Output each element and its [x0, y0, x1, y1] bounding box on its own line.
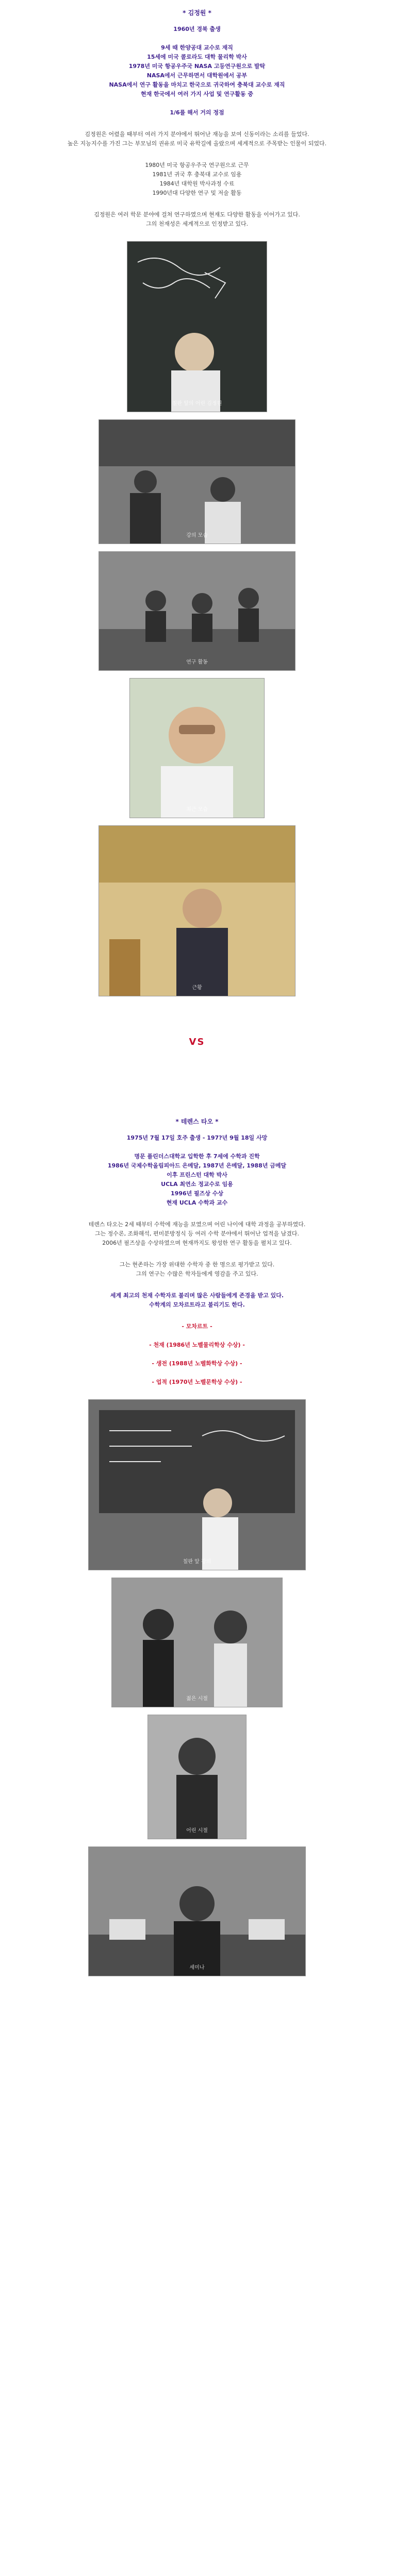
- photo-portrait: [129, 678, 265, 818]
- section1-para1: [22, 130, 372, 148]
- bio-line: 1975년 7월 17일 호주 출생 - 197?년 9월 18일 사망: [126, 1134, 268, 1141]
- bio-line: 1996년 필즈상 수상: [170, 1190, 224, 1197]
- bio-line: 1986년 국제수학올림피아드 은메달, 1987년 은메달, 1988년 금메달: [107, 1162, 287, 1169]
- portrait-illustration: [130, 679, 264, 818]
- paragraph-line: 1990년대 다양한 연구 및 저술 활동: [152, 190, 242, 196]
- photo-young: [111, 1578, 283, 1707]
- bio-line: 1/6를 해서 거의 정점: [170, 109, 224, 116]
- photo-caption: 강의 모습: [186, 533, 208, 538]
- photo-recent: [98, 825, 296, 996]
- quote-line: - 모차르트 -: [182, 1323, 212, 1330]
- photo-caption: 칠판 앞의 어린 김정원: [172, 401, 222, 406]
- bio-line: 1960년 경북 출생: [173, 26, 221, 32]
- section2-title: * 테렌스 타오 *: [175, 1118, 219, 1125]
- bio-line: [22, 34, 372, 43]
- photo-research: [98, 551, 296, 671]
- quote-line: [22, 1331, 372, 1341]
- photo-caption: 칠판 앞 강의: [183, 1559, 211, 1565]
- paragraph-line: 김정원은 어렸을 때부터 여러 가지 분야에서 뛰어난 재능을 보여 신동이라는 소리를 들었다.: [85, 131, 309, 138]
- section1-para2: [22, 161, 372, 198]
- section1-title: * 김정원 *: [183, 9, 211, 16]
- photo-caption: 근황: [192, 985, 202, 991]
- bio-line: UCLA 최연소 정교수로 임용: [161, 1181, 233, 1188]
- photo-chalkboard-child: [127, 241, 267, 412]
- section2-para2: [22, 1260, 372, 1279]
- paragraph-line: 그의 천재성은 세계적으로 인정받고 있다.: [145, 221, 249, 227]
- paragraph-line: 그는 정수론, 조화해석, 편미분방정식 등 여러 수학 분야에서 뛰어난 업적을 남겼다.: [94, 1230, 300, 1237]
- photo-caption: 최근 모습: [186, 807, 208, 812]
- quote-line: - 업적 (1970년 노벨문학상 수상) -: [152, 1379, 242, 1385]
- section2-highlight: [22, 1291, 372, 1310]
- paragraph-line: 높은 지능지수를 가진 그는 부모님의 권유로 미국 유학길에 올랐으며 세계적으로 주목받는 인물이 되었다.: [67, 140, 327, 147]
- young-illustration: [112, 1578, 282, 1707]
- photo-blackboard-lecture: [88, 1399, 306, 1570]
- bio-line: 현재 한국에서 여러 가지 사업 및 연구활동 중: [140, 91, 254, 97]
- vs-divider: VS: [189, 1037, 205, 1047]
- photo-caption: 연구 활동: [186, 659, 208, 665]
- bio-line: [22, 1143, 372, 1152]
- chalkboard-illustration: [127, 242, 267, 412]
- bio-line: NASA에서 근무하면서 대학원에서 공부: [146, 72, 248, 79]
- photo-caption: 세미나: [189, 1965, 205, 1971]
- paragraph-line: 그의 연구는 수많은 학자들에게 영감을 주고 있다.: [136, 1270, 258, 1277]
- bio-line: 15세에 미국 콜로라도 대학 물리학 박사: [147, 54, 247, 60]
- quote-line: [22, 1350, 372, 1359]
- research-illustration: [99, 552, 295, 670]
- photo-caption: 젊은 시절: [186, 1696, 208, 1702]
- highlight-line: 세계 최고의 천재 수학자로 불리며 많은 사람들에게 존경을 받고 있다.: [110, 1292, 284, 1299]
- paragraph-line: 김정원은 여러 학문 분야에 걸쳐 연구하였으며 현재도 다양한 활동을 이어가고 있다.: [94, 211, 300, 218]
- paragraph-line: 1980년 미국 항공우주국 연구원으로 근무: [145, 162, 249, 168]
- section2-para1: [22, 1220, 372, 1248]
- childhood-illustration: [148, 1715, 246, 1839]
- seminar-illustration: [89, 1847, 305, 1976]
- bio-line: 명문 플린더스대학교 입학한 후 7세에 수학과 진학: [134, 1153, 260, 1160]
- recent-illustration: [99, 826, 295, 996]
- section2-quotes: [22, 1322, 372, 1387]
- section1-para3: [22, 210, 372, 229]
- photo-childhood: [147, 1715, 247, 1839]
- quote-line: - 천재 (1986년 노벨물리학상 수상) -: [149, 1342, 245, 1348]
- paragraph-line: 테렌스 타오는 2세 때부터 수학에 재능을 보였으며 어린 나이에 대학 과정을 공부하였다.: [88, 1221, 306, 1228]
- quote-line: - 생전 (1988년 노벨화학상 수상) -: [152, 1360, 242, 1367]
- photo-lecture: [98, 419, 296, 544]
- photo-caption: 어린 시절: [186, 1828, 208, 1834]
- highlight-line: 수학계의 모차르트라고 불리기도 한다.: [149, 1301, 245, 1308]
- blackboard-illustration: [89, 1400, 305, 1570]
- quote-line: [22, 1368, 372, 1378]
- bio-line: NASA에서 연구 활동을 마치고 한국으로 귀국하여 충북대 교수로 재직: [109, 81, 285, 88]
- bio-line: 9세 때 한양공대 교수로 재직: [161, 44, 233, 51]
- paragraph-line: 그는 현존하는 가장 위대한 수학자 중 한 명으로 평가받고 있다.: [119, 1261, 275, 1268]
- bio-line: 이후 프린스턴 대학 박사: [167, 1172, 227, 1178]
- section1-bio: [22, 25, 372, 117]
- section2-bio: [22, 1133, 372, 1208]
- photo-seminar: [88, 1846, 306, 1976]
- bio-line: 현재 UCLA 수학과 교수: [166, 1199, 228, 1206]
- paragraph-line: 1984년 대학원 박사과정 수료: [159, 180, 235, 187]
- paragraph-line: 1981년 귀국 후 충북대 교수로 임용: [152, 171, 242, 178]
- bio-line: [22, 99, 372, 108]
- paragraph-line: 2006년 필즈상을 수상하였으며 현재까지도 왕성한 연구 활동을 펼치고 있다.: [102, 1240, 292, 1246]
- lecture-illustration: [99, 420, 295, 544]
- bio-line: 1978년 미국 항공우주국 NASA 고등연구원으로 발탁: [128, 63, 266, 70]
